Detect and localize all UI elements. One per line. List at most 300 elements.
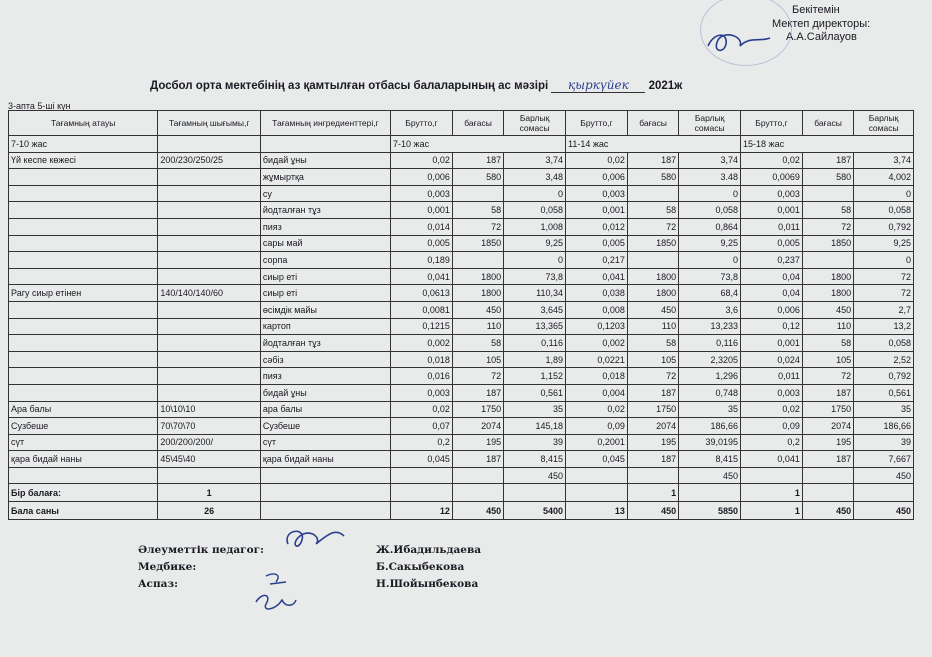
table-cell	[158, 169, 260, 186]
age-group-cell: 15-18 жас	[741, 136, 914, 153]
staff-role: Аспаз:	[138, 578, 179, 590]
table-cell: 4,002	[854, 169, 914, 186]
table-cell: 0,09	[566, 418, 628, 435]
table-cell: қара бидай наны	[9, 451, 158, 468]
table-cell: 580	[452, 169, 503, 186]
table-cell	[9, 202, 158, 219]
table-cell: 0,012	[566, 218, 628, 235]
table-cell: 0,02	[566, 152, 628, 169]
header-cell: бағасы	[802, 111, 853, 136]
table-cell: картоп	[260, 318, 390, 335]
table-cell: 187	[452, 384, 503, 401]
table-cell: 13,233	[679, 318, 741, 335]
table-cell: 72	[627, 368, 678, 385]
header-cell: Брутто,г	[566, 111, 628, 136]
table-cell: 0,116	[504, 335, 566, 352]
table-cell: 58	[802, 202, 853, 219]
table-cell: 0,237	[741, 252, 803, 269]
table-cell	[802, 467, 853, 484]
table-cell: Рагу сиыр етінен	[9, 285, 158, 302]
table-cell: 3,48	[504, 169, 566, 186]
summary-cell: 5400	[504, 502, 566, 520]
table-cell: 0,006	[391, 169, 453, 186]
summary-cell: 5850	[679, 502, 741, 520]
table-cell: 0,02	[391, 152, 453, 169]
table-row	[9, 434, 914, 451]
header-cell: Тағамның атауы	[9, 111, 158, 136]
table-cell: 0,001	[741, 335, 803, 352]
table-cell	[9, 335, 158, 352]
table-cell	[627, 252, 678, 269]
table-cell: 2074	[627, 418, 678, 435]
table-cell	[9, 301, 158, 318]
menu-table	[8, 110, 914, 520]
table-cell	[158, 318, 260, 335]
approval-line-3: А.А.Сайлауов	[786, 31, 857, 43]
table-cell: 0,005	[566, 235, 628, 252]
table-cell: 187	[802, 451, 853, 468]
staff-role: Медбике:	[138, 561, 197, 573]
table-cell: 0,041	[566, 268, 628, 285]
per-child-row	[9, 484, 914, 502]
document-title	[150, 78, 710, 93]
table-cell: 1800	[802, 285, 853, 302]
table-cell: 0,058	[504, 202, 566, 219]
table-cell: 72	[802, 218, 853, 235]
table-cell: 580	[802, 169, 853, 186]
title-text: Досбол орта мектебінің аз қамтылған отбасы балаларының ас мәзірі	[150, 80, 549, 92]
table-cell: 0,005	[741, 235, 803, 252]
table-cell: 0,001	[566, 202, 628, 219]
table-cell: 0,006	[741, 301, 803, 318]
table-cell: 110	[452, 318, 503, 335]
header-cell: Брутто,г	[391, 111, 453, 136]
age-group-cell: 7-10 жас	[391, 136, 566, 153]
table-cell: 0	[504, 185, 566, 202]
table-cell: 3.48	[679, 169, 741, 186]
empty-cell	[158, 136, 260, 153]
table-row	[9, 368, 914, 385]
table-cell: сары май	[260, 235, 390, 252]
week-label: 3-апта 5-ші күн	[8, 101, 71, 111]
table-cell: 0,561	[854, 384, 914, 401]
table-cell: 195	[802, 434, 853, 451]
table-cell: 73,8	[679, 268, 741, 285]
table-cell	[158, 467, 260, 484]
table-cell: сорпа	[260, 252, 390, 269]
table-cell: 195	[452, 434, 503, 451]
table-row	[9, 418, 914, 435]
table-cell: 0,001	[741, 202, 803, 219]
table-cell	[158, 335, 260, 352]
table-cell: 0,0081	[391, 301, 453, 318]
table-cell: 70\70\70	[158, 418, 260, 435]
table-cell	[158, 384, 260, 401]
table-cell: 72	[627, 218, 678, 235]
table-cell: 186,66	[854, 418, 914, 435]
table-cell	[158, 268, 260, 285]
table-cell	[627, 467, 678, 484]
table-cell: 450	[452, 301, 503, 318]
table-cell: 0,018	[391, 351, 453, 368]
table-row	[9, 318, 914, 335]
table-cell: 0,008	[566, 301, 628, 318]
table-row	[9, 335, 914, 352]
header-cell: Барлық сомасы	[854, 111, 914, 136]
table-cell: 2,52	[854, 351, 914, 368]
table-cell: 0,058	[854, 335, 914, 352]
table-cell: 450	[679, 467, 741, 484]
table-cell: Сузбеше	[260, 418, 390, 435]
table-cell: 0,02	[391, 401, 453, 418]
table-cell: өсімдік майы	[260, 301, 390, 318]
table-cell: 0,002	[566, 335, 628, 352]
table-cell: 1850	[802, 235, 853, 252]
table-cell: 110,34	[504, 285, 566, 302]
table-cell: 73,8	[504, 268, 566, 285]
summary-cell: 12	[391, 502, 453, 520]
table-cell: 0,792	[854, 368, 914, 385]
table-cell: 13,2	[854, 318, 914, 335]
table-cell: 2074	[452, 418, 503, 435]
table-cell: 0,792	[854, 218, 914, 235]
table-cell: 0,002	[391, 335, 453, 352]
table-cell: 140/140/140/60	[158, 285, 260, 302]
table-row	[9, 252, 914, 269]
table-cell	[452, 252, 503, 269]
table-cell: 110	[802, 318, 853, 335]
table-cell: 0,038	[566, 285, 628, 302]
table-cell: 0,04	[741, 285, 803, 302]
staff-name: Ж.Ибадильдаева	[376, 544, 482, 556]
table-cell: 1800	[627, 268, 678, 285]
table-cell: 0,09	[741, 418, 803, 435]
table-cell: 0,04	[741, 268, 803, 285]
summary-cell: 26	[158, 502, 260, 520]
table-cell: 0	[854, 252, 914, 269]
table-row	[9, 185, 914, 202]
table-cell: 8,415	[679, 451, 741, 468]
header-row	[9, 111, 914, 136]
empty-cell	[260, 484, 390, 502]
handwritten-signatures	[236, 522, 366, 617]
table-cell: 0,2	[391, 434, 453, 451]
table-row	[9, 451, 914, 468]
table-cell: 2074	[802, 418, 853, 435]
table-cell	[9, 252, 158, 269]
table-cell: 0,003	[741, 185, 803, 202]
summary-cell: 1	[741, 502, 803, 520]
table-cell: 3,74	[854, 152, 914, 169]
table-cell: 0,058	[854, 202, 914, 219]
table-cell: 13,365	[504, 318, 566, 335]
table-cell: 187	[802, 152, 853, 169]
table-cell: 0,004	[566, 384, 628, 401]
table-cell: 72	[452, 218, 503, 235]
table-cell: 1800	[452, 285, 503, 302]
empty-cell	[260, 502, 390, 520]
table-cell: 0,016	[391, 368, 453, 385]
table-cell: 0,003	[391, 185, 453, 202]
table-cell: 0,0221	[566, 351, 628, 368]
table-cell	[741, 467, 803, 484]
table-cell: 0,2001	[566, 434, 628, 451]
table-cell: 105	[452, 351, 503, 368]
table-cell: 110	[627, 318, 678, 335]
table-cell: 1850	[627, 235, 678, 252]
table-cell: 0,07	[391, 418, 453, 435]
table-cell: 35	[504, 401, 566, 418]
table-cell: 0,864	[679, 218, 741, 235]
table-cell: 0,041	[391, 268, 453, 285]
table-cell: 187	[802, 384, 853, 401]
title-year: 2021ж	[648, 80, 683, 92]
table-cell: 72	[452, 368, 503, 385]
table-cell: 39	[854, 434, 914, 451]
table-cell	[9, 218, 158, 235]
table-cell: 10\10\10	[158, 401, 260, 418]
empty-cell	[566, 484, 628, 502]
table-cell: 58	[802, 335, 853, 352]
table-cell	[391, 467, 453, 484]
empty-cell	[802, 484, 853, 502]
table-cell	[9, 384, 158, 401]
table-cell: 0,045	[391, 451, 453, 468]
table-cell: 72	[854, 285, 914, 302]
age-group-row	[9, 136, 914, 153]
table-cell	[158, 218, 260, 235]
table-cell: 1800	[452, 268, 503, 285]
table-cell: 0,116	[679, 335, 741, 352]
table-row	[9, 268, 914, 285]
table-cell: 0	[679, 185, 741, 202]
table-cell: 200/200/200/	[158, 434, 260, 451]
table-cell: 39	[504, 434, 566, 451]
table-cell: 0,011	[741, 368, 803, 385]
table-cell	[9, 169, 158, 186]
age-group-cell: 7-10 жас	[9, 136, 158, 153]
table-cell	[9, 235, 158, 252]
table-cell: жұмыртқа	[260, 169, 390, 186]
summary-cell: 450	[802, 502, 853, 520]
table-cell: 0,748	[679, 384, 741, 401]
title-month: қыркүйек	[551, 78, 645, 93]
table-cell	[452, 467, 503, 484]
table-cell: 0,003	[741, 384, 803, 401]
table-cell: 0,217	[566, 252, 628, 269]
table-cell: 1,152	[504, 368, 566, 385]
table-cell: 39,0195	[679, 434, 741, 451]
table-cell: 0,2	[741, 434, 803, 451]
table-cell	[158, 202, 260, 219]
table-row	[9, 202, 914, 219]
table-cell	[802, 185, 853, 202]
table-cell: 0,02	[741, 401, 803, 418]
table-cell: 580	[627, 169, 678, 186]
table-cell: 35	[854, 401, 914, 418]
table-cell: 0	[854, 185, 914, 202]
summary-cell: 1	[627, 484, 678, 502]
empty-cell	[679, 484, 741, 502]
table-cell: 72	[854, 268, 914, 285]
table-cell: сиыр еті	[260, 285, 390, 302]
approval-line-1: Бекітемін	[792, 4, 840, 16]
table-cell	[158, 185, 260, 202]
table-cell: 105	[802, 351, 853, 368]
table-cell: 0,1203	[566, 318, 628, 335]
table-row	[9, 285, 914, 302]
table-cell	[9, 318, 158, 335]
table-cell: 58	[452, 202, 503, 219]
table-cell: Сузбеше	[9, 418, 158, 435]
table-cell: бидай ұны	[260, 384, 390, 401]
table-cell	[158, 301, 260, 318]
table-cell	[9, 368, 158, 385]
summary-cell: 450	[627, 502, 678, 520]
table-cell: 1,008	[504, 218, 566, 235]
table-cell: 3,74	[679, 152, 741, 169]
empty-cell	[260, 136, 390, 153]
table-cell: пияз	[260, 368, 390, 385]
table-cell: 0,045	[566, 451, 628, 468]
table-cell: 1800	[802, 268, 853, 285]
table-cell: 0,006	[566, 169, 628, 186]
table-cell: 2,3205	[679, 351, 741, 368]
table-cell: 0,014	[391, 218, 453, 235]
table-cell: 58	[627, 335, 678, 352]
table-row	[9, 218, 914, 235]
table-cell	[452, 185, 503, 202]
summary-cell: 450	[854, 502, 914, 520]
table-cell: 1750	[452, 401, 503, 418]
table-cell	[627, 185, 678, 202]
table-cell: ара балы	[260, 401, 390, 418]
table-cell: 0,058	[679, 202, 741, 219]
table-cell: 187	[452, 451, 503, 468]
table-cell	[158, 368, 260, 385]
table-cell: 195	[627, 434, 678, 451]
table-cell: Ара балы	[9, 401, 158, 418]
table-cell: 9,25	[854, 235, 914, 252]
table-cell: 68,4	[679, 285, 741, 302]
table-cell: 186,66	[679, 418, 741, 435]
table-row	[9, 152, 914, 169]
table-cell	[260, 467, 390, 484]
table-cell: 1800	[627, 285, 678, 302]
table-cell: 200/230/250/25	[158, 152, 260, 169]
table-cell: 1,89	[504, 351, 566, 368]
header-cell: Барлық сомасы	[504, 111, 566, 136]
table-cell: бидай ұны	[260, 152, 390, 169]
table-cell: сүт	[260, 434, 390, 451]
table-cell: 187	[627, 451, 678, 468]
table-cell: пияз	[260, 218, 390, 235]
table-cell: 450	[504, 467, 566, 484]
header-cell: Тағамның ингредиенттері,г	[260, 111, 390, 136]
table-cell: 0,018	[566, 368, 628, 385]
table-row	[9, 235, 914, 252]
table-cell: 0,12	[741, 318, 803, 335]
table-row	[9, 301, 914, 318]
table-cell: 145,18	[504, 418, 566, 435]
table-cell: 45\45\40	[158, 451, 260, 468]
table-cell: 0,003	[566, 185, 628, 202]
table-cell: 72	[802, 368, 853, 385]
table-row	[9, 384, 914, 401]
table-row	[9, 467, 914, 484]
table-cell: 0	[504, 252, 566, 269]
child-count-row	[9, 502, 914, 520]
summary-cell: 1	[741, 484, 803, 502]
table-cell: су	[260, 185, 390, 202]
staff-role: Әлеуметтік педагог:	[138, 544, 264, 556]
table-cell: 1850	[452, 235, 503, 252]
table-row	[9, 169, 914, 186]
table-cell: 8,415	[504, 451, 566, 468]
approval-line-2: Мектеп директоры:	[772, 17, 871, 30]
table-cell: 0	[679, 252, 741, 269]
table-cell: 3,645	[504, 301, 566, 318]
table-cell: 0,02	[741, 152, 803, 169]
table-cell: 187	[627, 384, 678, 401]
table-cell	[9, 268, 158, 285]
staff-name: Н.Шойынбекова	[376, 578, 479, 590]
director-signature	[704, 28, 774, 58]
table-cell: 0,189	[391, 252, 453, 269]
summary-cell: 450	[452, 502, 503, 520]
table-cell	[566, 467, 628, 484]
table-cell: 9,25	[679, 235, 741, 252]
table-cell: 0,024	[741, 351, 803, 368]
summary-cell: Бала саны	[9, 502, 158, 520]
table-cell: 35	[679, 401, 741, 418]
table-cell: 7,667	[854, 451, 914, 468]
table-cell: 0,1215	[391, 318, 453, 335]
empty-cell	[452, 484, 503, 502]
table-cell: 187	[452, 152, 503, 169]
table-cell: 0,02	[566, 401, 628, 418]
table-cell	[9, 467, 158, 484]
table-cell: 0,561	[504, 384, 566, 401]
table-cell: 0,0069	[741, 169, 803, 186]
summary-cell: 13	[566, 502, 628, 520]
age-group-cell: 11-14 жас	[566, 136, 741, 153]
empty-cell	[391, 484, 453, 502]
header-cell: бағасы	[452, 111, 503, 136]
table-cell: сәбіз	[260, 351, 390, 368]
table-cell: 0,041	[741, 451, 803, 468]
table-cell	[9, 185, 158, 202]
table-row	[9, 401, 914, 418]
table-cell: 1750	[627, 401, 678, 418]
table-cell: 450	[802, 301, 853, 318]
empty-cell	[854, 484, 914, 502]
table-cell	[802, 252, 853, 269]
table-cell	[158, 252, 260, 269]
table-cell: 0,001	[391, 202, 453, 219]
table-cell: 105	[627, 351, 678, 368]
table-cell: 1750	[802, 401, 853, 418]
table-cell: Үй кеспе көжесі	[9, 152, 158, 169]
header-cell: Барлық сомасы	[679, 111, 741, 136]
table-cell: 3,74	[504, 152, 566, 169]
table-cell: 0,003	[391, 384, 453, 401]
table-cell: сүт	[9, 434, 158, 451]
summary-cell: 1	[158, 484, 260, 502]
header-cell: Брутто,г	[741, 111, 803, 136]
menu-table-body	[9, 111, 914, 520]
table-cell: 0,0613	[391, 285, 453, 302]
